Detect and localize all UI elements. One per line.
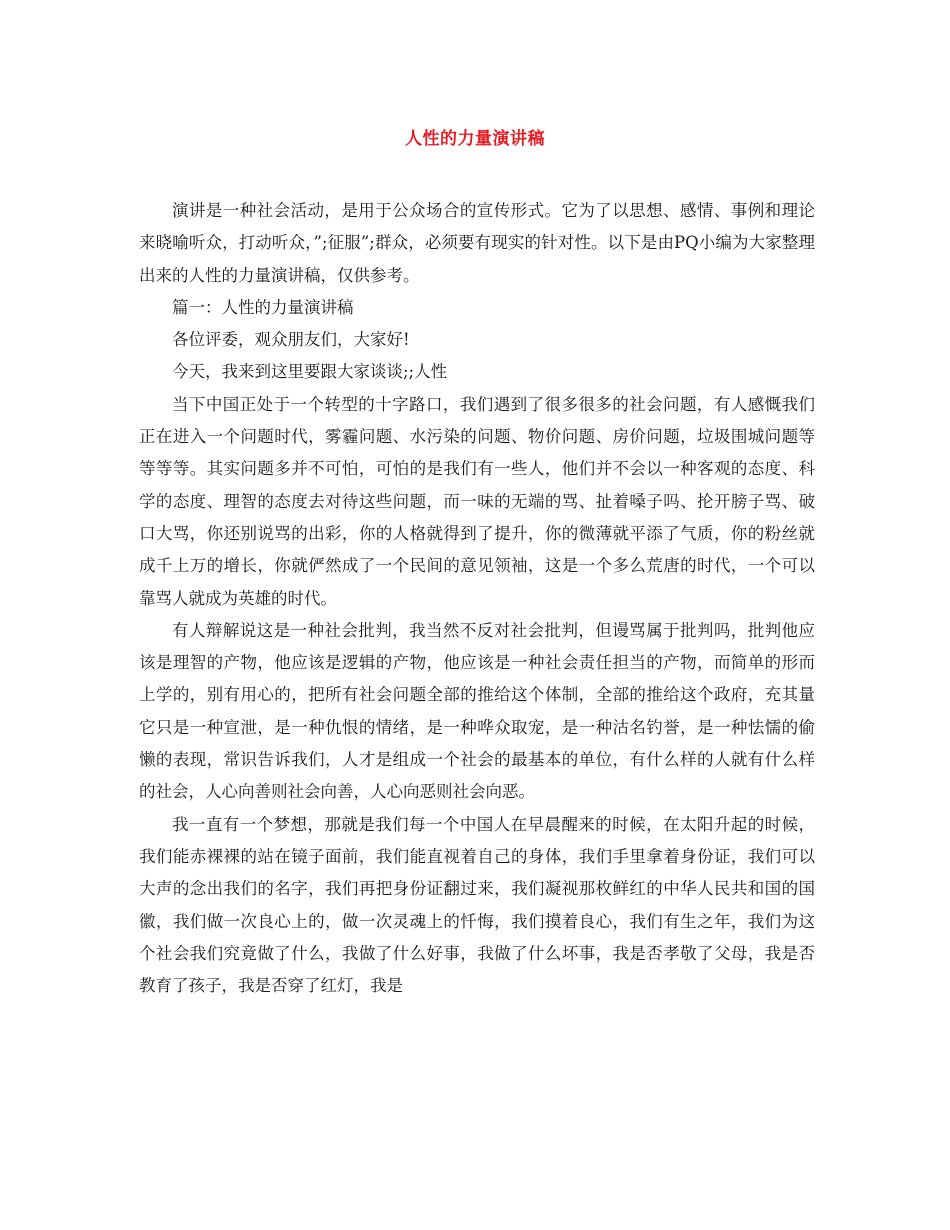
document-title: 人性的力量演讲稿	[405, 129, 545, 149]
paragraph-intro: 演讲是一种社会活动，是用于公众场合的宣传形式。它为了以思想、感情、事例和理论来晓喻听众，打动听众，”;征服”;群众，必须要有现实的针对性。以下是由PQ小编为大家整理出来的人性的力量演讲稿，仅供参考。	[139, 201, 815, 285]
paragraph-social-problems: 当下中国正处于一个转型的十字路口，我们遇到了很多很多的社会问题，有人感慨我们正在进入一个问题时代，雾霾问题、水污染的问题、物价问题、房价问题，垃圾围城问题等等等等。其实问题多并不可怕，可怕的是我们有一些人，他们并不会以一种客观的态度、科学的态度、理智的态度去对待这些问题，而一味的无端的骂、扯着嗓子吗、抡开膀子骂、破口大骂，你还别说骂的出彩，你的人格就得到了提升，你的微薄就平添了气质，你的粉丝就成千上万的增长，你就俨然成了一个民间的意见领袖，这是一个多么荒唐的时代，一个可以靠骂人就成为英雄的时代。	[139, 394, 815, 608]
paragraph-social-criticism: 有人辩解说这是一种社会批判，我当然不反对社会批判，但谩骂属于批判吗，批判他应该是理智的产物，他应该是逻辑的产物，他应该是一种社会责任担当的产物，而简单的形而上学的，别有用心的，把所有社会问题全部的推给这个体制，全部的推给这个政府，充其量它只是一种宣泄，是一种仇恨的情绪，是一种哗众取宠，是一种沽名钓誉，是一种怯懦的偷懒的表现，常识告诉我们，人才是组成一个社会的最基本的单位，有什么样的人就有什么样的社会，人心向善则社会向善，人心向恶则社会向恶。	[139, 620, 815, 802]
paragraph-topic: 今天，我来到这里要跟大家谈谈;;人性	[172, 362, 448, 382]
paragraph-section-heading: 篇一：人性的力量演讲稿	[172, 297, 354, 317]
paragraph-dream: 我一直有一个梦想，那就是我们每一个中国人在早晨醒来的时候，在太阳升起的时候，我们能赤裸裸的站在镜子面前，我们能直视着自己的身体，我们手里拿着身份证，我们可以大声的念出我们的名字，我们再把身份证翻过来，我们凝视那枚鲜红的中华人民共和国的国徽，我们做一次良心上的，做一次灵魂上的忏悔，我们摸着良心，我们有生之年，我们为这个社会我们究竟做了什么，我做了什么好事，我做了什么坏事，我是否孝敬了父母，我是否教育了孩子，我是否穿了红灯，我是	[139, 814, 815, 996]
paragraph-greeting: 各位评委，观众朋友们，大家好!	[172, 330, 410, 350]
document-body	[139, 195, 815, 1002]
